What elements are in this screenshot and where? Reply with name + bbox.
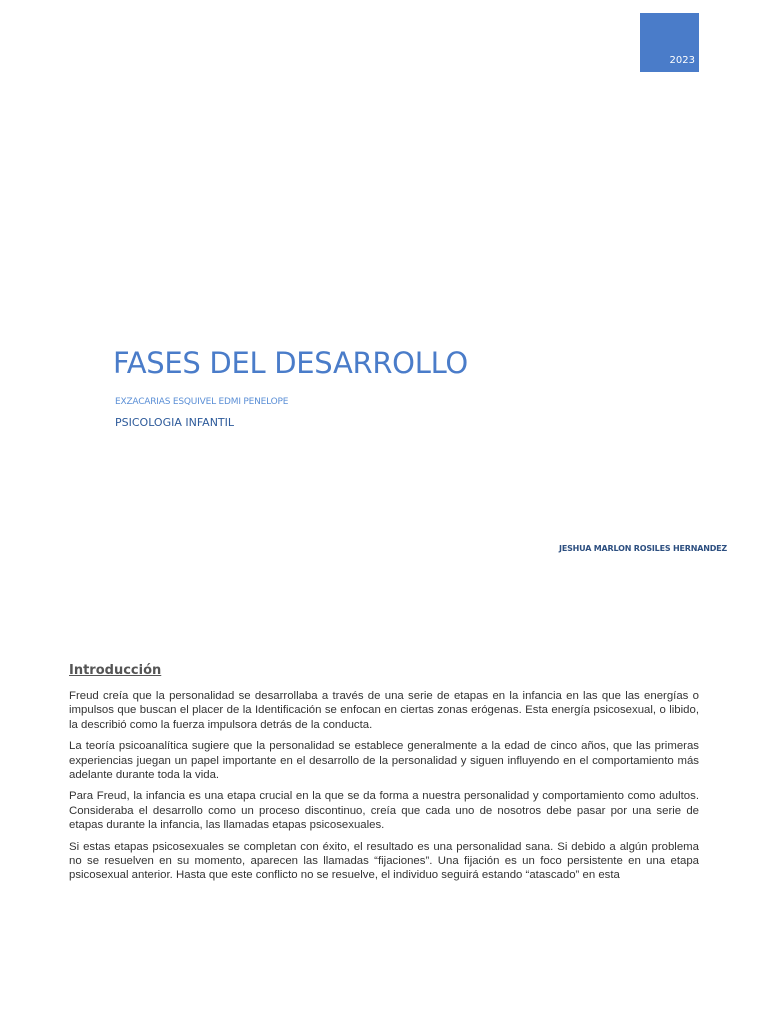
intro-body xyxy=(69,689,699,890)
intro-paragraph: Si estas etapas psicosexuales se completan con éxito, el resultado es una personalidad sana. Si debido a algún problema no se resuelven en su momento, aparecen las llamadas “fijaciones”. Una fijación es un foco persistente en una etapa psicosexual anterior. Hasta que este conflicto no se resuelve, el individuo seguirá estando “atascado” en esta xyxy=(69,840,699,882)
student-name: JESHUA MARLON ROSILES HERNANDEZ xyxy=(559,544,727,553)
year-label: 2023 xyxy=(669,55,695,66)
intro-heading: Introducción xyxy=(69,663,162,678)
document-title: FASES DEL DESARROLLO xyxy=(113,346,468,380)
course-name: PSICOLOGIA INFANTIL xyxy=(115,416,235,429)
intro-paragraph: Freud creía que la personalidad se desarrollaba a través de una serie de etapas en la infancia en las que las energías o impulsos que buscan el placer de la Identificación se enfocan en ciertas zonas erógenas. Esta energía psicosexual, o libido, la describió como la fuerza impulsora detrás de la conducta. xyxy=(69,690,699,731)
intro-paragraph: Para Freud, la infancia es una etapa crucial en la que se da forma a nuestra personalidad y comportamiento como adultos. Consideraba el desarrollo como un proceso discontinuo, creía que cada uno de nosotros debe pasar por una serie de etapas durante la infancia, las llamadas etapas psicosexuales. xyxy=(69,790,699,832)
intro-paragraph: La teoría psicoanalítica sugiere que la personalidad se establece generalmente a la edad de cinco años, que las primeras experiencias juegan un papel importante en el desarrollo de la personalidad y siguen influyendo en el comportamiento más adelante durante toda la vida. xyxy=(69,740,699,782)
year-badge xyxy=(640,13,699,72)
author-name: EXZACARIAS ESQUIVEL EDMI PENELOPE xyxy=(115,397,289,407)
